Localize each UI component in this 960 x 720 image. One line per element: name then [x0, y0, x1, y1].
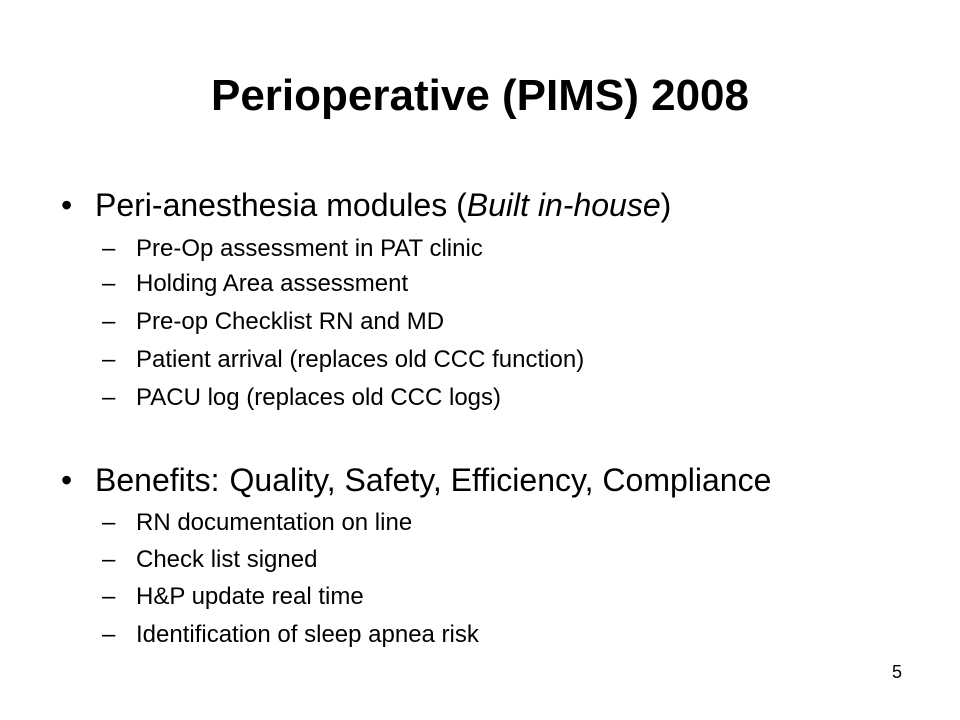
- bullet-dot-icon: •: [61, 187, 73, 223]
- sub-bullet-text: RN documentation on line: [136, 509, 413, 536]
- bullet-dot-icon: •: [61, 462, 73, 498]
- sub-bullet-text: H&P update real time: [136, 583, 364, 610]
- bullet-heading-close: ): [660, 187, 672, 223]
- bullet-heading-italic: Built in-house: [466, 187, 661, 223]
- sub-bullet-text: Patient arrival (replaces old CCC function): [136, 346, 585, 373]
- sub-bullet: [102, 307, 444, 337]
- sub-bullet: [102, 345, 584, 375]
- sub-bullet-text: Pre-Op assessment in PAT clinic: [136, 235, 483, 262]
- sub-bullet-text: Check list signed: [136, 546, 318, 573]
- page-number: 5: [891, 662, 902, 682]
- sub-bullet: [102, 508, 412, 538]
- sub-bullet: [102, 234, 483, 264]
- dash-icon: –: [102, 546, 116, 573]
- sub-bullet-text: Pre-op Checklist RN and MD: [136, 308, 445, 335]
- benefits-list-text: Quality, Safety, Efficiency, Compliance: [229, 462, 772, 498]
- dash-icon: –: [102, 509, 116, 536]
- bullet-peri-anesthesia-modules: [61, 185, 671, 225]
- bullet-benefits: [61, 460, 771, 500]
- sub-bullet-text: PACU log (replaces old CCC logs): [136, 384, 502, 411]
- dash-icon: –: [102, 621, 116, 648]
- dash-icon: –: [102, 384, 116, 411]
- benefits-label: Benefits:: [95, 462, 220, 498]
- sub-bullet: [102, 269, 408, 299]
- sub-bullet: [102, 545, 317, 575]
- dash-icon: –: [102, 235, 116, 262]
- sub-bullet: [102, 620, 479, 650]
- sub-bullet-text: Identification of sleep apnea risk: [136, 621, 479, 648]
- dash-icon: –: [102, 346, 116, 373]
- sub-bullet: [102, 582, 364, 612]
- sub-bullet-text: Holding Area assessment: [136, 270, 409, 297]
- dash-icon: –: [102, 308, 116, 335]
- bullet-heading-text: Peri-anesthesia modules (: [95, 187, 467, 223]
- dash-icon: –: [102, 583, 116, 610]
- slide-title: Perioperative (PIMS) 2008: [210, 71, 749, 120]
- sub-bullet: [102, 383, 501, 413]
- dash-icon: –: [102, 270, 116, 297]
